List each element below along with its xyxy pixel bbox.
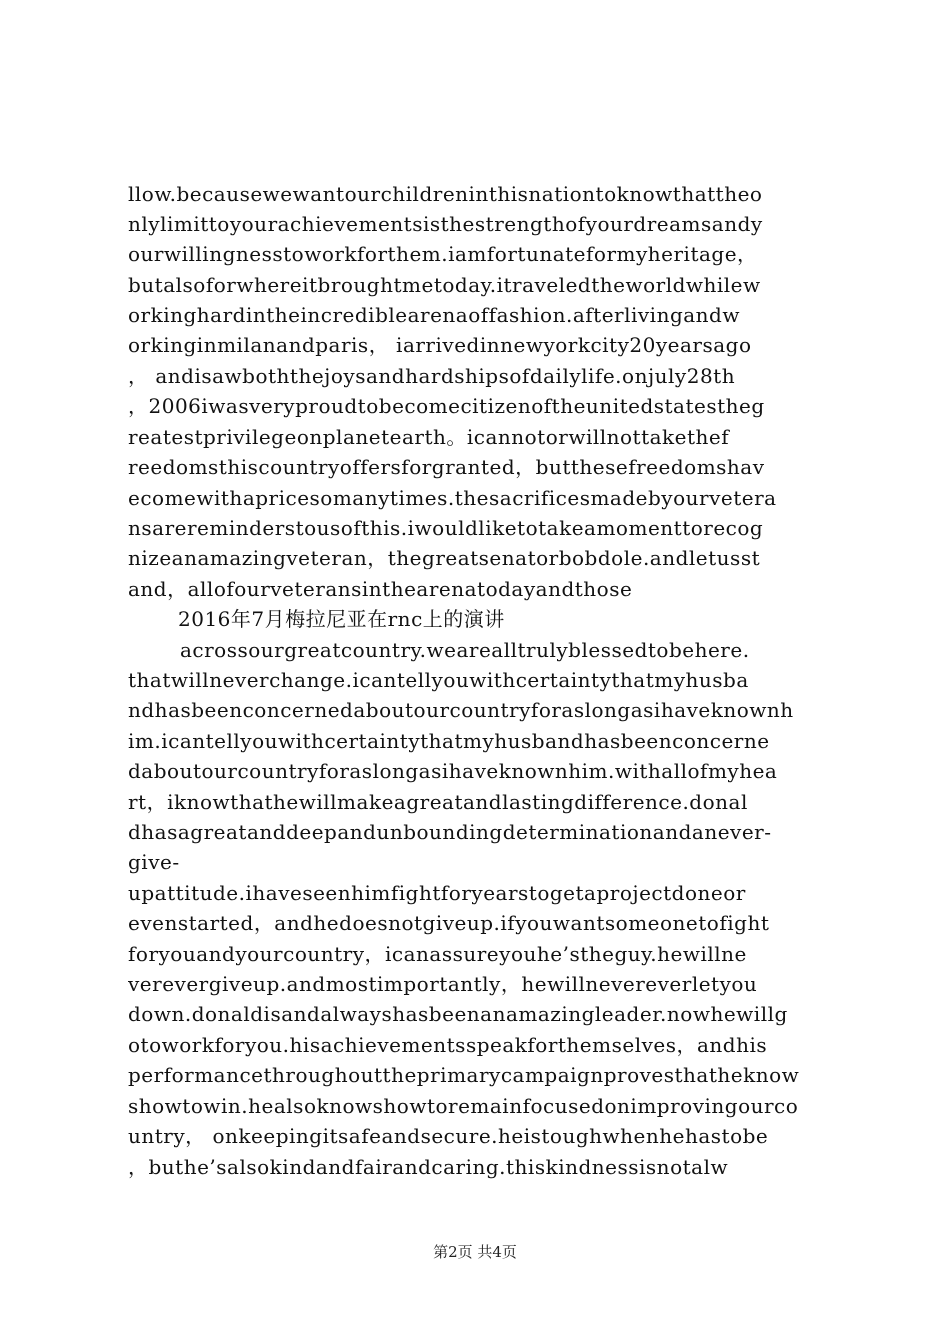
text-line: showtowin.healsoknowshowtoremainfocusedonimprovingourco xyxy=(128,1094,799,1118)
text-line: rt，iknowthathewillmakeagreatandlastingdifference.donal xyxy=(128,790,748,814)
text-line: nsarereminderstousofthis.iwouldliketotakeamomenttorecog xyxy=(128,516,764,540)
text-line: butalsoforwhereitbroughtmetoday.itraveledtheworldwhilew xyxy=(128,273,761,297)
text-line: im.icantellyouwithcertaintythatmyhusbandhasbeenconcerne xyxy=(128,729,770,753)
text-line: otoworkforyou.hisachievementsspeakforthemselves，andhis xyxy=(128,1033,768,1057)
text-line: foryouandyourcountry，icanassureyouhe’stheguy.hewillne xyxy=(128,942,747,966)
text-line: verevergiveup.andmostimportantly，hewillnevereverletyou xyxy=(128,972,758,996)
text-line: and，allofourveteransinthearenatodayandthose xyxy=(128,577,633,601)
text-line: dhasagreatanddeepandunboundingdeterminationandanever- xyxy=(128,820,772,844)
text-line: give- xyxy=(128,850,180,874)
text-line: upattitude.ihaveseenhimfightforyearstogetaprojectdoneor xyxy=(128,881,746,905)
text-line: performancethroughouttheprimarycampaignprovesthatheknow xyxy=(128,1063,800,1087)
text-line: untry， onkeepingitsafeandsecure.heistoughwhenhehastobe xyxy=(128,1124,769,1148)
text-line: thatwillneverchange.icantellyouwithcertaintythatmyhusba xyxy=(128,668,749,692)
text-line: ，2006iwasveryproudtobecomecitizenoftheunitedstatestheg xyxy=(128,394,765,418)
page-number-footer: 第2页 共4页 xyxy=(433,1243,517,1261)
text-line: reatestprivilegeonplanetearth。icannotorwillnottakethef xyxy=(128,425,730,449)
section-heading: 2016年7月梅拉尼亚在rnc上的演讲 xyxy=(178,607,505,631)
text-line: ，buthe’salsokindandfairandcaring.thiskindnessisnotalw xyxy=(128,1155,729,1179)
text-line: reedomsthiscountryoffersforgranted，butthesefreedomshav xyxy=(128,455,765,479)
text-line: daboutourcountryforaslongasihaveknownhim.withallofmyhea xyxy=(128,759,778,783)
text-line: ecomewithapricesomanytimes.thesacrificesmadebyourvetera xyxy=(128,486,777,510)
text-line: acrossourgreatcountry.wearealltrulyblessedtobehere. xyxy=(180,638,750,662)
text-line: ndhasbeenconcernedaboutourcountryforaslongasihaveknownh xyxy=(128,698,794,722)
text-line: orkinginmilanandparis， iarrivedinnewyorkcity20yearsago xyxy=(128,333,752,357)
text-line: ， andisawboththejoysandhardshipsofdailylife.onjuly28th xyxy=(128,364,736,388)
text-line: down.donaldisandalwayshasbeenanamazingleader.nowhewillg xyxy=(128,1002,788,1026)
text-line: llow.becausewewantourchildreninthisnationtoknowthattheo xyxy=(128,182,763,206)
text-line: nlylimittoyourachievementsisthestrengthofyourdreamsandy xyxy=(128,212,763,236)
text-line: nizeanamazingveteran，thegreatsenatorbobdole.andletusst xyxy=(128,546,761,570)
text-line: evenstarted，andhedoesnotgiveup.ifyouwantsomeonetofight xyxy=(128,911,770,935)
text-line: ourwillingnesstoworkforthem.iamfortunateformyheritage， xyxy=(128,242,758,266)
text-line: orkinghardintheincrediblearenaoffashion.afterlivingandw xyxy=(128,303,740,327)
